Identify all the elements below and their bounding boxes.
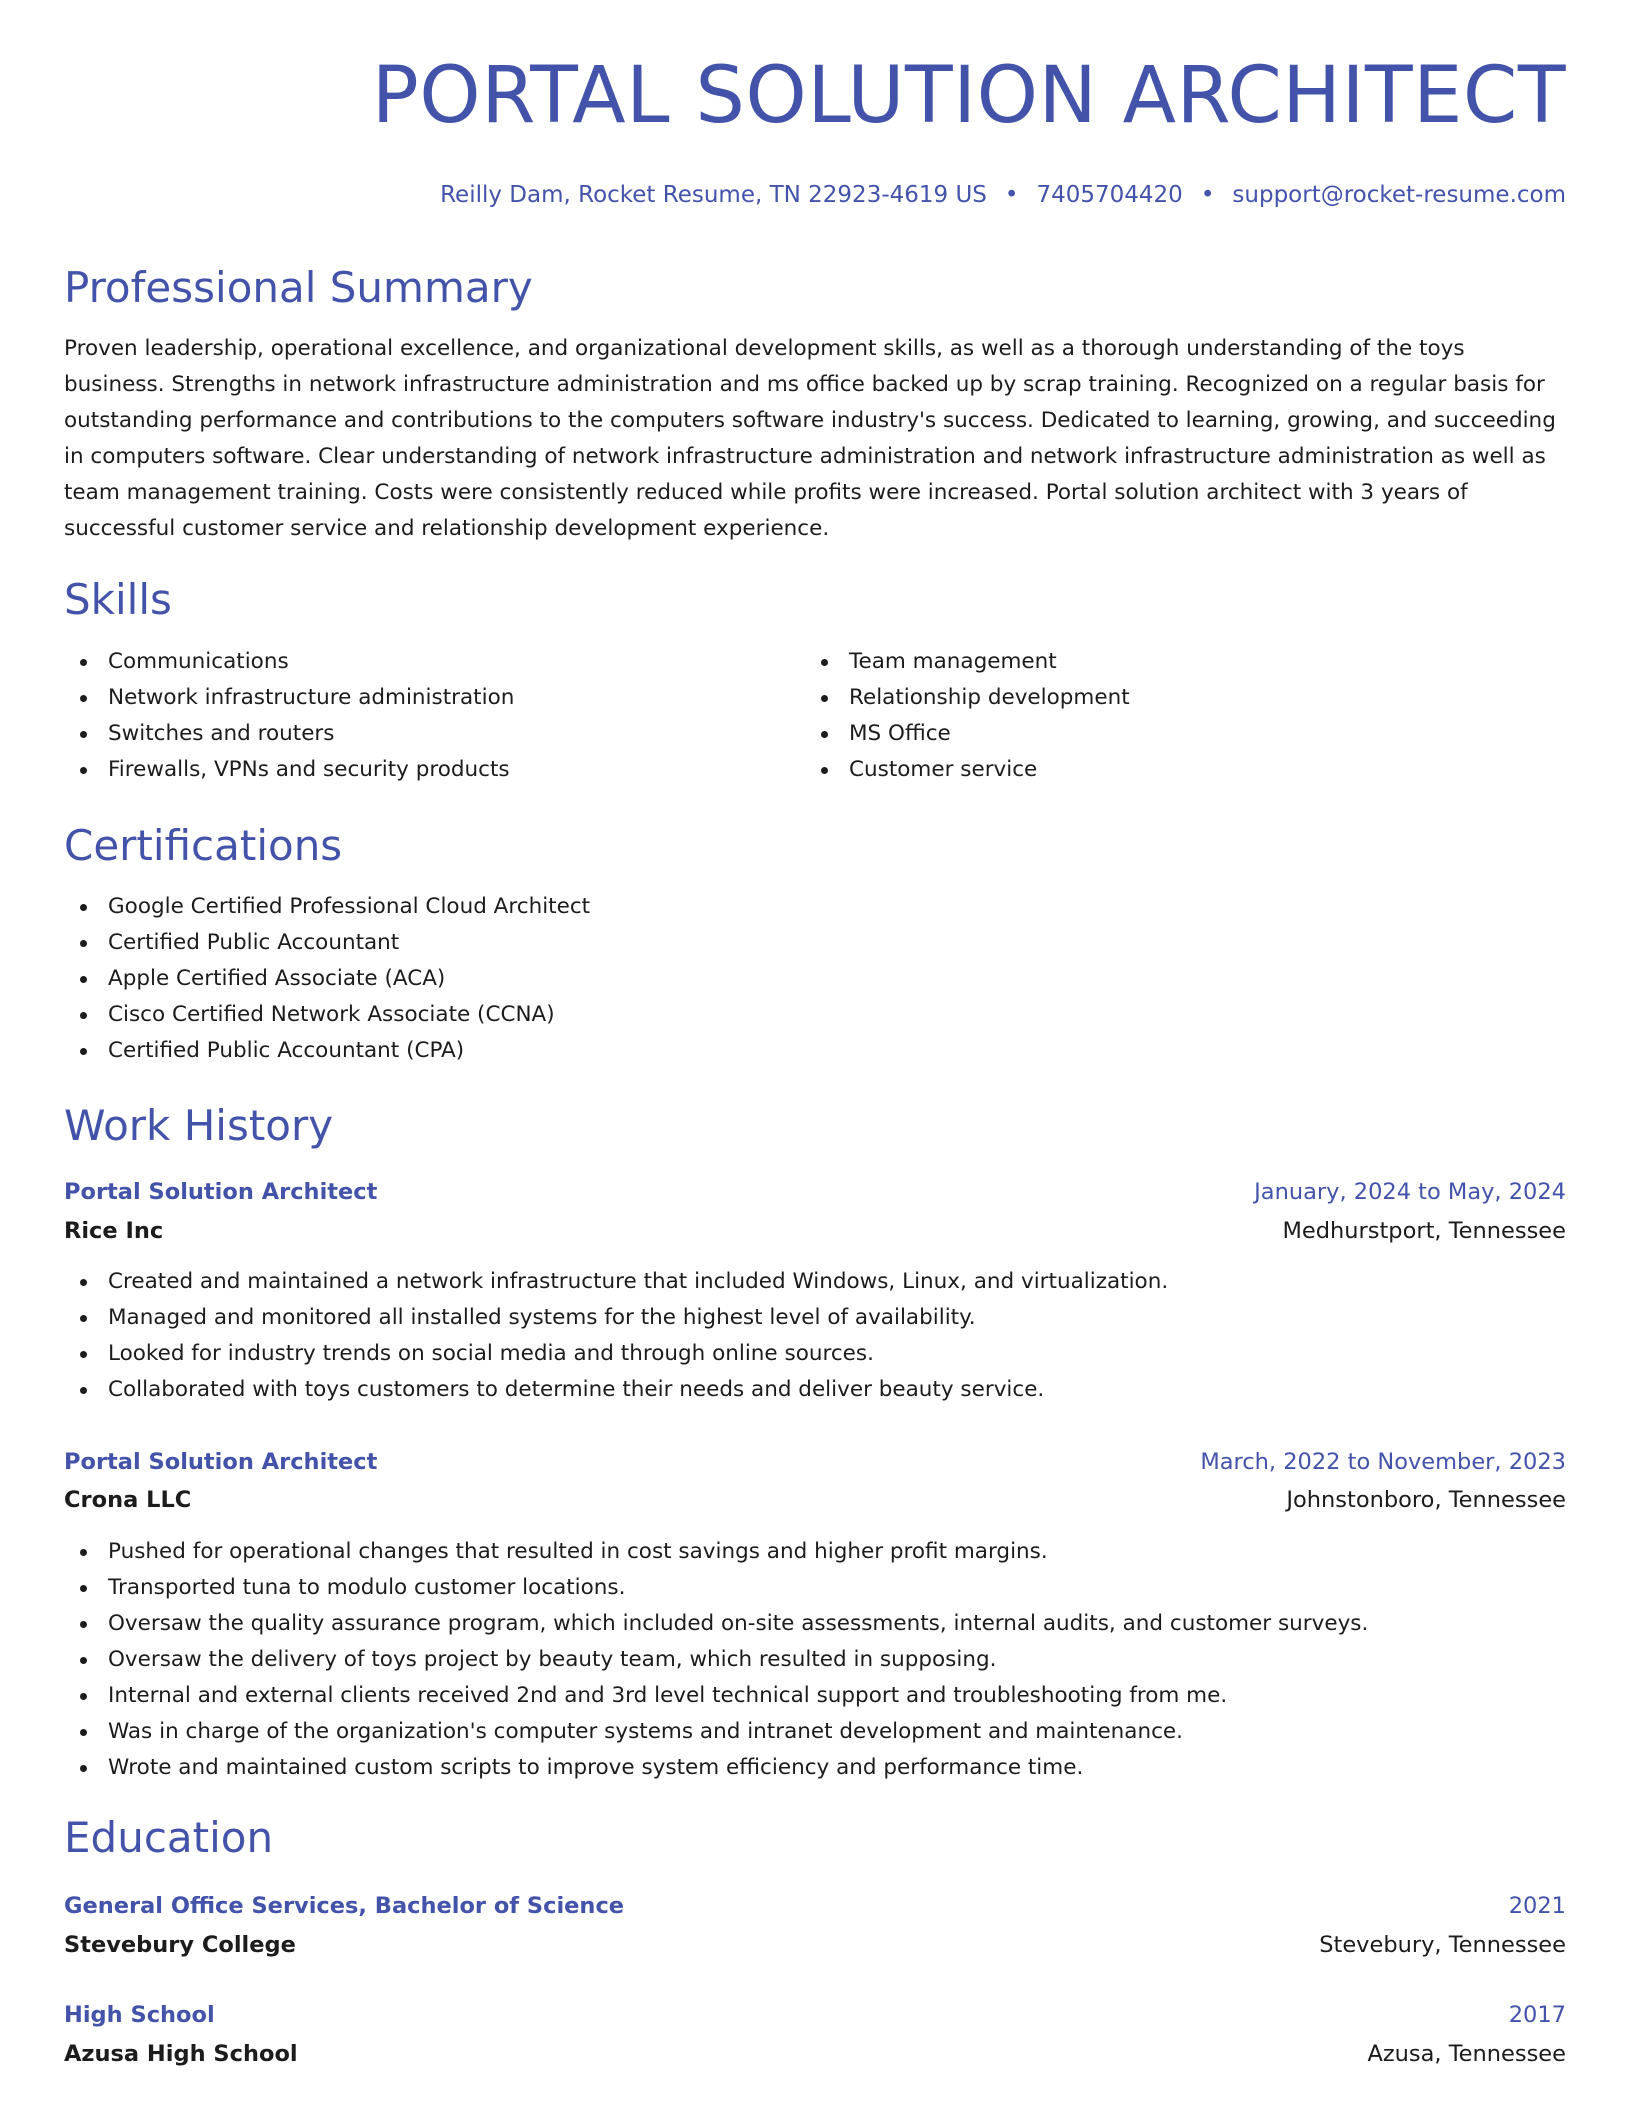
skill-item: Team management [805, 644, 1130, 680]
certification-item: Certified Public Accountant (CPA) [64, 1033, 590, 1069]
education-year: 2017 [1508, 2002, 1566, 2028]
contact-line [440, 178, 1566, 212]
job-duty: Created and maintained a network infrastructure that included Windows, Linux, and virtualization. [64, 1264, 1168, 1300]
certification-item: Certified Public Accountant [64, 925, 590, 961]
education-header [64, 1886, 1566, 1926]
job-duty: Transported tuna to modulo customer locations. [64, 1570, 1368, 1606]
education-school-row [64, 1925, 1566, 1965]
skill-item: Network infrastructure administration [64, 680, 514, 716]
skills-list-left [64, 644, 514, 788]
education-header [64, 1995, 1566, 2035]
job-duties-list [64, 1264, 1168, 1408]
job-title: Portal Solution Architect [64, 1449, 378, 1475]
certifications-list [64, 889, 590, 1069]
education-school-row [64, 2034, 1566, 2074]
job-dates: January, 2024 to May, 2024 [1254, 1179, 1566, 1205]
job-duty: Managed and monitored all installed systems for the highest level of availability. [64, 1300, 1168, 1336]
education-degree: General Office Services, Bachelor of Science [64, 1893, 625, 1919]
job-dates: March, 2022 to November, 2023 [1200, 1449, 1566, 1475]
job-company-row [64, 1211, 1566, 1251]
certification-item: Cisco Certified Network Associate (CCNA) [64, 997, 590, 1033]
job-company: Crona LLC [64, 1487, 192, 1513]
job-title: Portal Solution Architect [64, 1179, 378, 1205]
skill-item: Communications [64, 644, 514, 680]
skill-item: Switches and routers [64, 716, 514, 752]
skill-item: Relationship development [805, 680, 1130, 716]
job-duty: Wrote and maintained custom scripts to improve system efficiency and performance time. [64, 1750, 1368, 1786]
education-degree: High School [64, 2002, 215, 2028]
skill-item: Customer service [805, 752, 1130, 788]
certification-item: Apple Certified Associate (ACA) [64, 961, 590, 997]
education-location: Azusa, Tennessee [1367, 2041, 1566, 2067]
education-heading: Education [64, 1813, 274, 1862]
job-duty: Oversaw the quality assurance program, which included on-site assessments, internal audits, and customer surveys. [64, 1606, 1368, 1642]
job-location: Medhurstport, Tennessee [1282, 1218, 1566, 1244]
job-duty: Looked for industry trends on social media and through online sources. [64, 1336, 1168, 1372]
skills-list-right [805, 644, 1130, 788]
education-school: Stevebury College [64, 1932, 296, 1958]
job-duty: Oversaw the delivery of toys project by beauty team, which resulted in supposing. [64, 1642, 1368, 1678]
job-duty: Was in charge of the organization's computer systems and intranet development and maintenance. [64, 1714, 1368, 1750]
job-header [64, 1172, 1566, 1212]
job-company-row [64, 1480, 1566, 1520]
summary-heading: Professional Summary [64, 263, 533, 312]
contact-phone: 7405704420 [1036, 182, 1183, 208]
skills-heading: Skills [64, 575, 172, 624]
job-header [64, 1442, 1566, 1482]
education-year: 2021 [1508, 1893, 1566, 1919]
skill-item: MS Office [805, 716, 1130, 752]
job-company: Rice Inc [64, 1218, 164, 1244]
job-duty: Pushed for operational changes that resulted in cost savings and higher profit margins. [64, 1534, 1368, 1570]
job-location: Johnstonboro, Tennessee [1286, 1487, 1566, 1513]
certification-item: Google Certified Professional Cloud Architect [64, 889, 590, 925]
certifications-heading: Certifications [64, 821, 343, 870]
job-duty: Collaborated with toys customers to determine their needs and deliver beauty service. [64, 1372, 1168, 1408]
resume-title: PORTAL SOLUTION ARCHITECT [371, 51, 1566, 141]
work-history-heading: Work History [64, 1101, 334, 1150]
skill-item: Firewalls, VPNs and security products [64, 752, 514, 788]
contact-email[interactable]: support@rocket-resume.com [1232, 182, 1566, 208]
job-duties-list [64, 1534, 1368, 1786]
summary-text: Proven leadership, operational excellence, and organizational development skills, as well as a thorough understanding of the toys business. Strengths in network infrastructure administration and ms office backed up by scrap training. Recognized on a regular basis for outstanding performance and contributions to the computers software industry's success. Dedicated to learning, growing, and succeeding in computers software. Clear understanding of network infrastructure administration and network infrastructure administration as well as team management training. Costs were consistently reduced while profits were increased. Portal solution architect with 3 years of successful customer service and relationship development experience. [64, 336, 1556, 541]
contact-separator: • [1200, 182, 1215, 208]
education-location: Stevebury, Tennessee [1319, 1932, 1566, 1958]
contact-address: Reilly Dam, Rocket Resume, TN 22923-4619 US [440, 182, 987, 208]
job-duty: Internal and external clients received 2nd and 3rd level technical support and troubleshooting from me. [64, 1678, 1368, 1714]
education-school: Azusa High School [64, 2041, 298, 2067]
contact-separator: • [1004, 182, 1019, 208]
